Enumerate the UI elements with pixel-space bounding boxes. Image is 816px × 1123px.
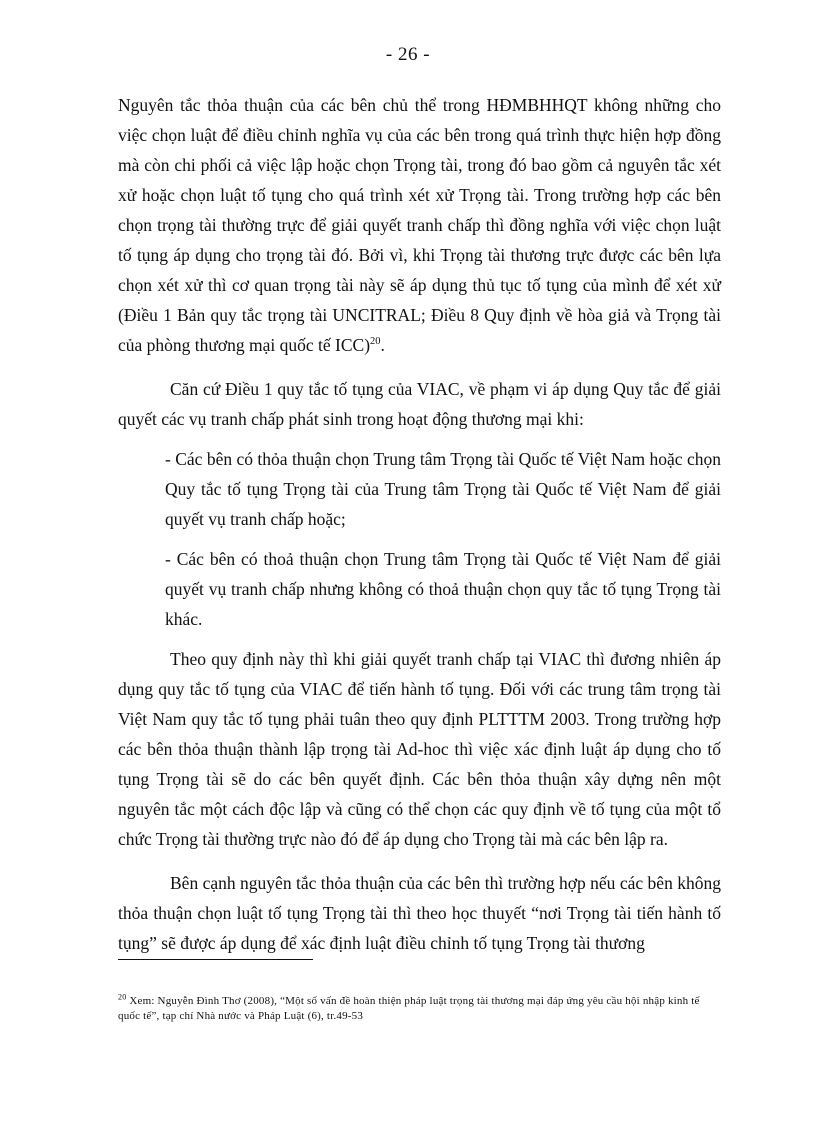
footnote: [118, 994, 721, 1024]
paragraph-4: Bên cạnh nguyên tắc thỏa thuận của các bên thì trường hợp nếu các bên không thỏa thuận chọn luật tố tụng Trọng tài thì theo học thuyết “nơi Trọng tài tiến hành tố tụng” sẽ được áp dụng để xác định luật điều chỉnh tố tụng Trọng tài thương: [118, 873, 721, 953]
footnote-mark: 20: [118, 992, 127, 1002]
bullet-item-1: - Các bên có thỏa thuận chọn Trung tâm Trọng tài Quốc tế Việt Nam hoặc chọn Quy tắc tố tụng Trọng tài của Trung tâm Trọng tài Quốc tế Việt Nam để giải quyết vụ tranh chấp hoặc;: [165, 449, 721, 529]
bullet-item-2: - Các bên có thoả thuận chọn Trung tâm Trọng tài Quốc tế Việt Nam để giải quyết vụ tranh chấp nhưng không có thoả thuận chọn quy tắc tố tụng Trọng tài khác.: [165, 549, 721, 629]
paragraph-1-end: .: [380, 335, 385, 355]
paragraph-2: Căn cứ Điều 1 quy tắc tố tụng của VIAC, về phạm vi áp dụng Quy tắc để giải quyết các vụ tranh chấp phát sinh trong hoạt động thương mại khi:: [118, 379, 721, 429]
paragraph-1-text: Nguyên tắc thỏa thuận của các bên chủ thể trong HĐMBHHQT không những cho việc chọn luật để điều chỉnh nghĩa vụ của các bên trong quá trình thực hiện hợp đồng mà còn chi phối cả việc lập hoặc chọn Trọng tài, trong đó bao gồm cả nguyên tắc xét xử hoặc chọn luật tố tụng cho quá trình xét xử Trọng tài. Trong trường hợp các bên chọn trọng tài thường trực để giải quyết tranh chấp thì đồng nghĩa với việc chọn luật tố tụng áp dụng cho trọng tài đó. Bởi vì, khi Trọng tài thương trực được các bên lựa chọn xét xử thì cơ quan trọng tài này sẽ áp dụng thủ tục tố tụng của mình để xét xử (Điều 1 Bản quy tắc trọng tài UNCITRAL; Điều 8 Quy định về hòa giả và Trọng tài của phòng thương mại quốc tế ICC): [118, 95, 721, 355]
paragraph-3: Theo quy định này thì khi giải quyết tranh chấp tại VIAC thì đương nhiên áp dụng quy tắc tố tụng của VIAC để tiến hành tố tụng. Đối với các trung tâm trọng tài Việt Nam quy tắc tố tụng phải tuân theo quy định PLTTTM 2003. Trong trường hợp các bên thỏa thuận thành lập trọng tài Ad-hoc thì việc xác định luật áp dụng cho tố tụng Trọng tài sẽ do các bên quyết định. Các bên thỏa thuận xây dựng nên một nguyên tắc một cách độc lập và cũng có thể chọn các quy định về tố tụng của một tổ chức Trọng tài thường trực nào đó để áp dụng cho Trọng tài mà các bên lập ra.: [118, 649, 721, 849]
footnote-separator: [118, 959, 313, 960]
page-number: - 26 -: [385, 44, 431, 65]
body-text: [118, 90, 721, 958]
footnote-reference[interactable]: 20: [370, 336, 381, 348]
paragraph-1: [118, 90, 721, 360]
footnote-text: Xem: Nguyễn Đình Thơ (2008), “Một số vấn đề hoàn thiện pháp luật trọng tài thương mại đáp ứng yêu cầu hội nhập kinh tế quốc tế”, tạp chí Nhà nước và Pháp Luật (6), tr.49-53: [118, 995, 700, 1022]
